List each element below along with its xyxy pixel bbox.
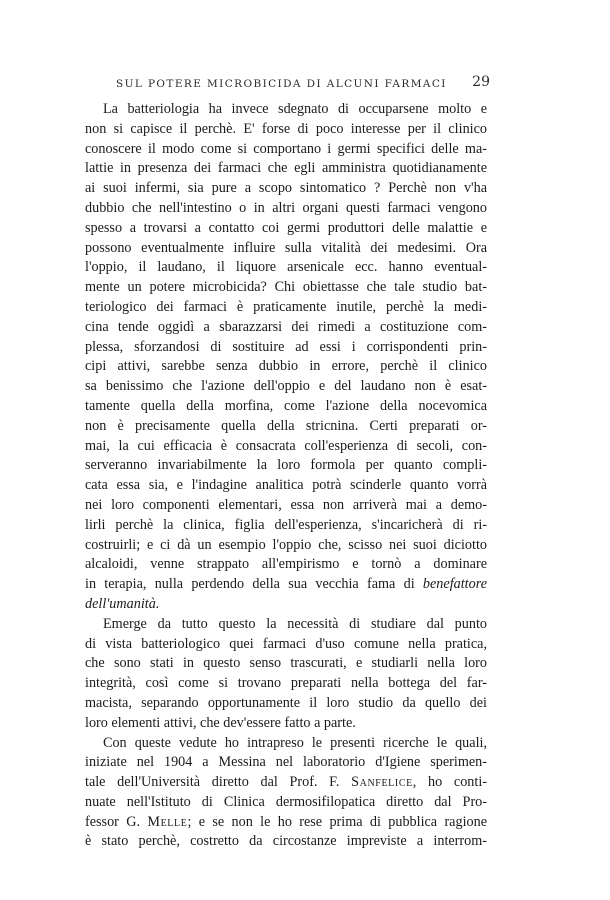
text-line (85, 753, 487, 773)
text-line (85, 832, 487, 852)
text-run: tamente quella della morfina, come l'azione della nocevomica (85, 397, 487, 414)
text-line (85, 793, 487, 813)
text-line (85, 100, 487, 120)
text-line (85, 654, 487, 674)
running-title: SUL POTERE MICROBICIDA DI ALCUNI FARMACI (116, 78, 447, 90)
text-run: nei loro componenti elementari, essa non arriverà mai a demo- (85, 496, 487, 513)
text-line (85, 417, 487, 437)
text-line (85, 734, 487, 754)
text-run: nuate nell'Istituto di Clinica dermosifilopatica diretto dal Pro- (85, 793, 487, 810)
text-run: di vista batteriologico quei farmaci d'uso comune nella pratica, (85, 635, 487, 652)
text-line (85, 199, 487, 219)
text-run: lirli perchè la clinica, figlia dell'esperienza, s'incaricherà di ri- (85, 516, 487, 533)
text-line (85, 159, 487, 179)
text-line (85, 674, 487, 694)
text-run: cina tende oggidì a sbarazzarsi dei rimedi a costituzione com- (85, 318, 487, 335)
text-run: costruirli; e ci dà un esempio l'oppio che, scisso nei suoi diciotto (85, 536, 487, 553)
text-run: mai, la cui efficacia è consacrata coll'esperienza di secoli, con- (85, 437, 487, 454)
text-run: lattie in presenza dei farmaci che egli amministra quotidianamente (85, 160, 487, 177)
text-line (85, 476, 487, 496)
text-line (85, 318, 487, 338)
text-run: possono eventualmente influire sulla vitalità dei medesimi. Ora (85, 239, 487, 256)
text-line (85, 357, 487, 377)
text-line (85, 120, 487, 140)
text-run: conoscere il modo come si comportano i germi specifici delle ma- (85, 140, 487, 157)
text-line (85, 179, 487, 199)
text-run: in terapia, nulla perdendo della sua vecchia fama di (85, 576, 423, 593)
italic-run: dell'umanità. (85, 595, 160, 612)
small-caps-name: Melle (147, 813, 188, 830)
text-line (85, 140, 487, 160)
body-text (85, 100, 487, 852)
page-header (100, 74, 490, 96)
text-run: Con queste vedute ho intrapreso le presenti ricerche le quali, (103, 734, 487, 751)
text-line (85, 338, 487, 358)
text-line (85, 437, 487, 457)
text-run: iniziate nel 1904 a Messina nel laboratorio d'Igiene sperimen- (85, 754, 487, 771)
text-line (85, 397, 487, 417)
text-line (85, 298, 487, 318)
text-run: , ho conti- (412, 774, 487, 791)
text-line (85, 258, 487, 278)
text-line (85, 516, 487, 536)
text-line (85, 615, 487, 635)
italic-run: benefattore (422, 576, 487, 593)
text-run: che sono stati in questo senso trascurati, e studiarli nella loro (85, 655, 487, 672)
text-line (85, 575, 487, 595)
text-line (85, 377, 487, 397)
text-run: alcaloidi, venne strappato all'empirismo e tornò a dominare (85, 556, 487, 573)
text-run: cipi attivi, sarebbe senza dubbio in errore, perchè il clinico (85, 358, 487, 375)
small-caps-name: Sanfelice (351, 774, 413, 791)
text-run: spesso a trovarsi a contatto coi germi produttori delle malattie e (85, 219, 487, 236)
text-run: Emerge da tutto questo la necessità di studiare dal punto (103, 615, 487, 632)
text-run: non si capisce il perchè. E' forse di poco interesse per il clinico (85, 120, 487, 137)
page-number: 29 (472, 74, 490, 90)
text-run: teriologico dei farmaci è praticamente inutile, perchè la medi- (85, 298, 487, 315)
text-line (85, 813, 487, 833)
text-run: sa benissimo che l'azione dell'oppio e del laudano non è esat- (85, 378, 487, 395)
text-run: ; e se non le ho rese prima di pubblica ragione (187, 813, 487, 830)
text-line (85, 694, 487, 714)
text-run: plessa, sforzandosi di sostituire ad essi i corrispondenti prin- (85, 338, 487, 355)
text-run: cata essa sia, e l'indagine analitica potrà scinderle quanto vorrà (85, 477, 487, 494)
text-line (85, 239, 487, 259)
text-run: ai suoi infermi, sia pure a scopo sintomatico ? Perchè non v'ha (85, 180, 487, 197)
text-run: La batteriologia ha invece sdegnato di occuparsene molto e (103, 101, 487, 117)
text-run: macista, separando opportunamente il loro studio da quello dei (85, 694, 487, 711)
text-run: non è precisamente quella della stricnina. Certi preparati or- (85, 417, 487, 434)
text-run: l'oppio, il laudano, il liquore arsenicale ecc. hanno eventual- (85, 259, 487, 276)
text-run: serveranno invariabilmente la loro formola per quanto compli- (85, 457, 487, 474)
text-run: loro elementi attivi, che dev'essere fatto a parte. (85, 714, 356, 731)
text-line (85, 456, 487, 476)
text-run: dubbio che nell'intestino o in altri organi questi farmaci vengono (85, 199, 487, 216)
text-line (85, 278, 487, 298)
text-line (85, 555, 487, 575)
text-run: è stato perchè, costretto da circostanze impreviste a interrom- (85, 833, 487, 850)
text-run: mente un potere microbicida? Chi obiettasse che tale studio bat- (85, 279, 487, 296)
text-line (85, 714, 487, 734)
text-run: tale dell'Università diretto dal Prof. F. (85, 774, 352, 791)
text-line (85, 496, 487, 516)
text-line (85, 635, 487, 655)
text-run: integrità, così come si trovano preparati nella bottega del far- (85, 675, 487, 692)
text-line (85, 773, 487, 793)
text-line (85, 595, 487, 615)
text-line (85, 219, 487, 239)
text-line (85, 536, 487, 556)
text-run: fessor G. (85, 813, 148, 830)
